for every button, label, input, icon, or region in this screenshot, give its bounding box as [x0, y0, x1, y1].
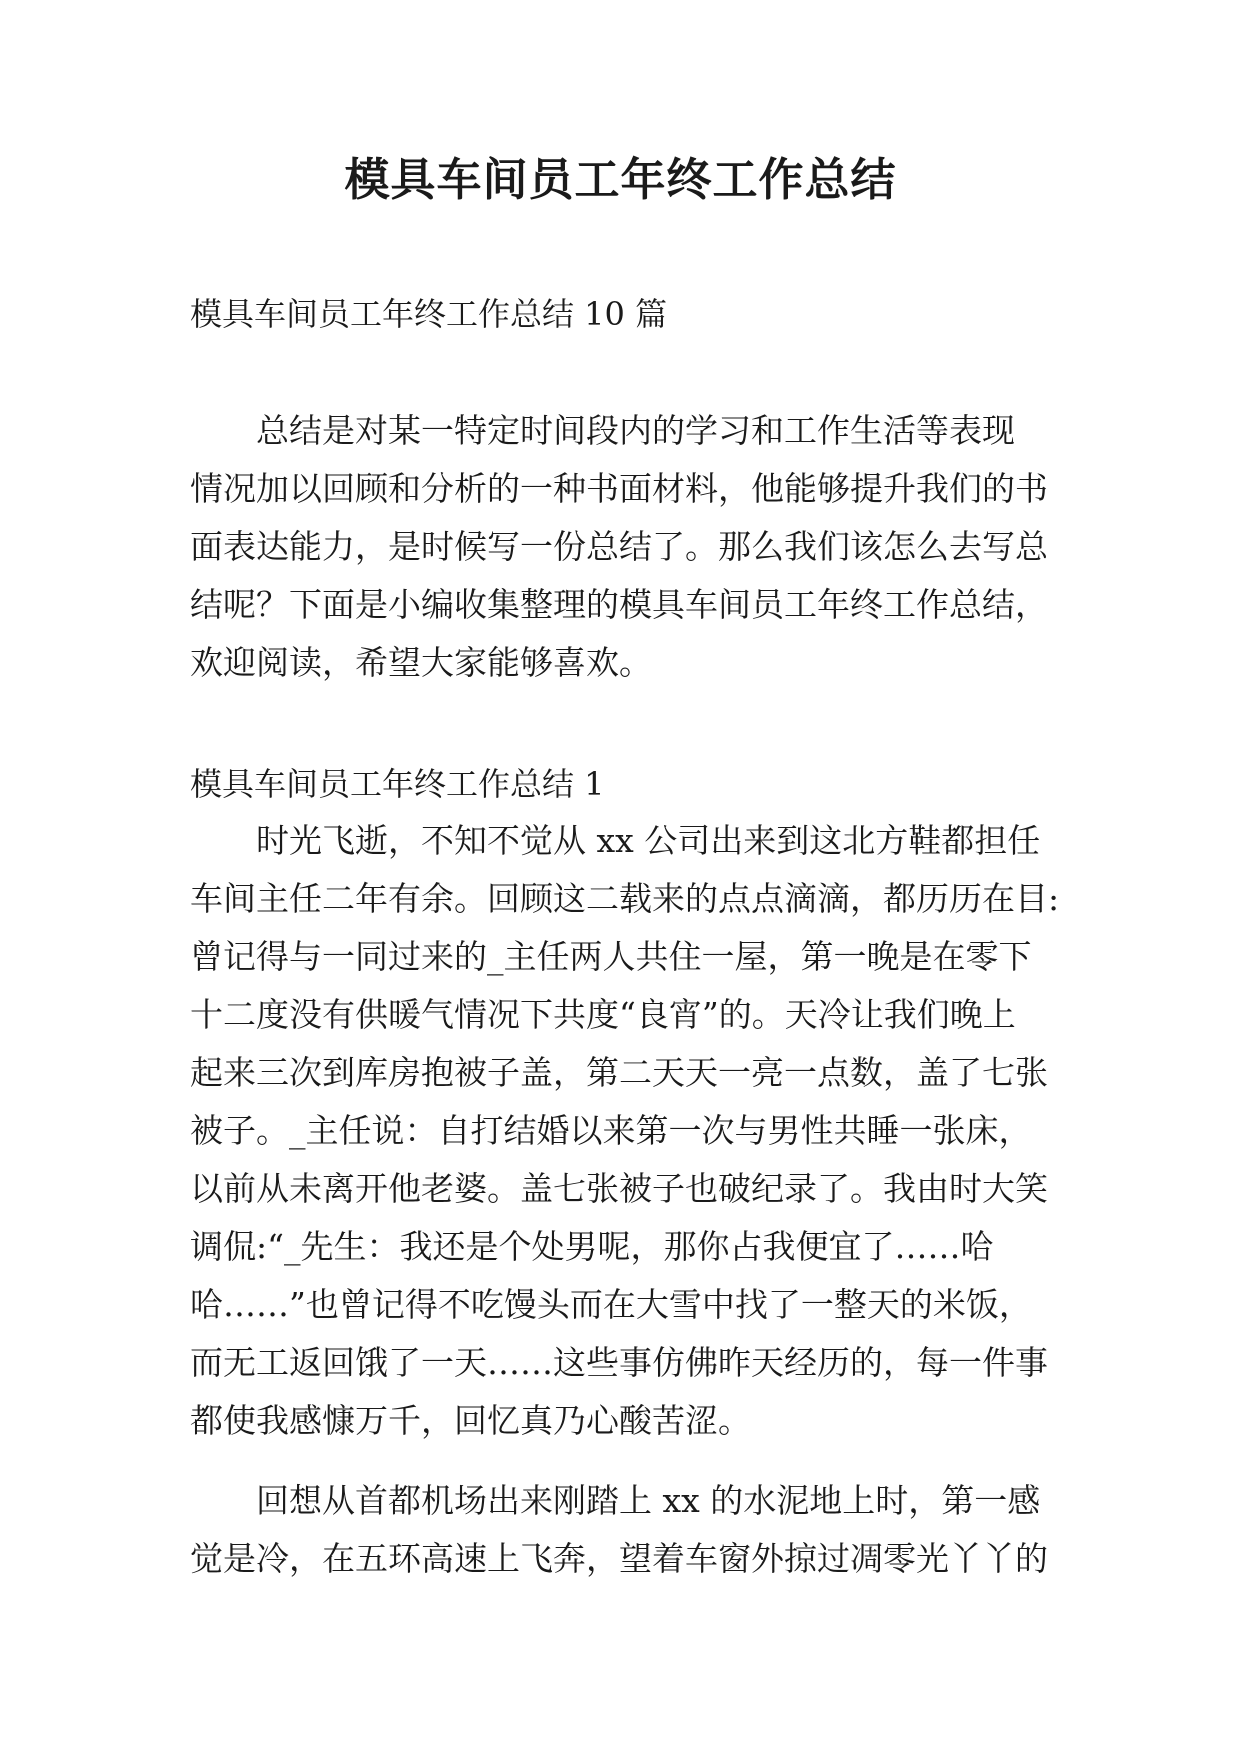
paragraph-line: 被子。_主任说：自打结婚以来第一次与男性共睡一张床， [190, 1111, 1032, 1150]
intro-line: 情况加以回顾和分析的一种书面材料，他能够提升我们的书 [190, 469, 1048, 508]
paragraph-line: 觉是冷，在五环高速上飞奔，望着车窗外掠过凋零光丫丫的 [190, 1539, 1048, 1578]
paragraph-line: 时光飞逝，不知不觉从 xx 公司出来到这北方鞋都担任 [256, 821, 1041, 860]
document-subtitle: 模具车间员工年终工作总结 10 篇 [190, 295, 668, 333]
paragraph-line: 曾记得与一同过来的_主任两人共住一屋，第一晚是在零下 [190, 937, 1032, 976]
paragraph-line: 十二度没有供暖气情况下共度“良宵”的。天冷让我们晚上 [190, 995, 1016, 1034]
paragraph-line: 车间主任二年有余。回顾这二载来的点点滴滴，都历历在目: [190, 879, 1060, 918]
intro-paragraph [190, 402, 1070, 692]
intro-line: 面表达能力，是时候写一份总结了。那么我们该怎么去写总 [190, 527, 1048, 566]
paragraph-line: 都使我感慷万千，回忆真乃心酸苦涩。 [190, 1401, 751, 1440]
paragraph-line: 以前从未离开他老婆。盖七张被子也破纪录了。我由时大笑 [190, 1169, 1048, 1208]
intro-line: 结呢？下面是小编收集整理的模具车间员工年终工作总结， [190, 585, 1048, 624]
intro-line: 总结是对某一特定时间段内的学习和工作生活等表现 [256, 411, 1015, 450]
section-1-paragraph-2 [190, 1472, 1070, 1588]
section-1-paragraph-1 [190, 812, 1070, 1450]
paragraph-line: 而无工返回饿了一天……这些事仿佛昨天经历的，每一件事 [190, 1343, 1048, 1382]
document-title: 模具车间员工年终工作总结 [344, 153, 897, 206]
section-heading: 模具车间员工年终工作总结 1 [190, 765, 605, 803]
intro-line: 欢迎阅读，希望大家能够喜欢。 [190, 643, 652, 682]
paragraph-line: 哈……”也曾记得不吃馒头而在大雪中找了一整天的米饭， [190, 1285, 1032, 1324]
paragraph-line: 起来三次到库房抱被子盖，第二天天一亮一点数，盖了七张 [190, 1053, 1048, 1092]
paragraph-line: 调侃:“_先生：我还是个处男呢，那你占我便宜了……哈 [190, 1227, 994, 1266]
paragraph-line: 回想从首都机场出来刚踏上 xx 的水泥地上时，第一感 [256, 1481, 1041, 1520]
